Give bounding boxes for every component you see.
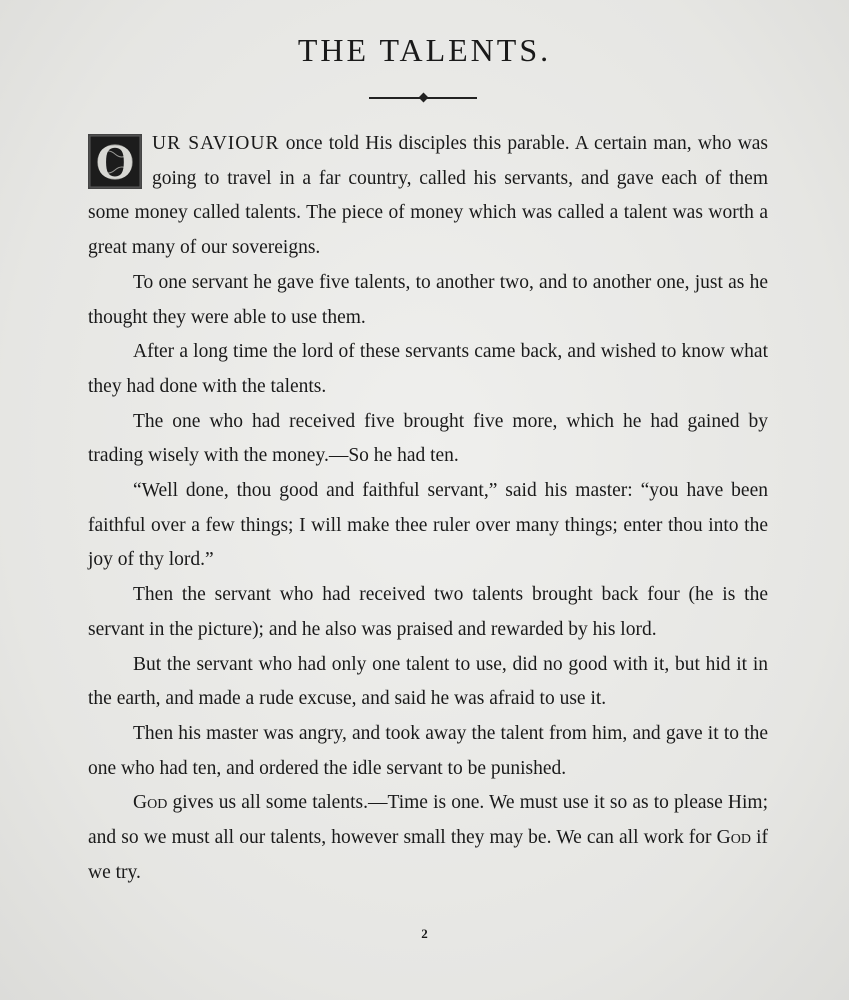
paragraph-7: But the servant who had only one talent to use, did no good with it, but hid it in the earth, and made a rude excuse, and said he was afraid to use it. (88, 653, 768, 710)
story-text (88, 127, 768, 890)
paragraph-4: The one who had received five brought five more, which he had gained by trading wisely with the money.—So he had ten. (88, 410, 768, 467)
god-word: God (716, 827, 751, 849)
paragraph-9-text-a: gives us all some talents.—Time is one. We must use it so as to please Him; and so we must all our talents, however small they may be. We can all work for (88, 792, 769, 849)
paragraph-8: Then his master was angry, and took away the talent from him, and gave it to the one who had ten, and ordered the idle servant to be punished. (88, 722, 768, 779)
ornamental-drop-cap (88, 134, 142, 189)
lead-caps: UR SAVIOUR (152, 133, 280, 154)
paragraph-9-text-b: if we try. (88, 827, 769, 883)
paragraph-1 (88, 127, 768, 266)
paragraph-9 (88, 786, 768, 890)
paragraph-2: To one servant he gave five talents, to another two, and to another one, just as he thought they were able to use them. (88, 271, 768, 328)
page-number: 2 (421, 926, 428, 941)
paragraph-3: After a long time the lord of these servants came back, and wished to know what they had done with the talents. (88, 341, 768, 397)
divider-ornament (419, 93, 429, 103)
page-title: THE TALENTS. (297, 32, 552, 68)
drop-cap-letter: O (95, 133, 135, 189)
paragraph-6: Then the servant who had received two talents brought back four (he is the servant in the picture); and he also was praised and rewarded by his lord. (88, 584, 768, 640)
paragraph-5: “Well done, thou good and faithful servant,” said his master: “you have been faithful over a few things; I will make thee ruler over many things; enter thou into the joy of thy lord.” (88, 480, 768, 571)
god-word: God (133, 792, 168, 814)
paragraph-1-text: once told His disciples this parable. A certain man, who was going to travel in a far country, called his servants, and gave each of them some money called talents. The piece of money which was called a talent was worth a great many of our sovereigns. (88, 133, 769, 259)
